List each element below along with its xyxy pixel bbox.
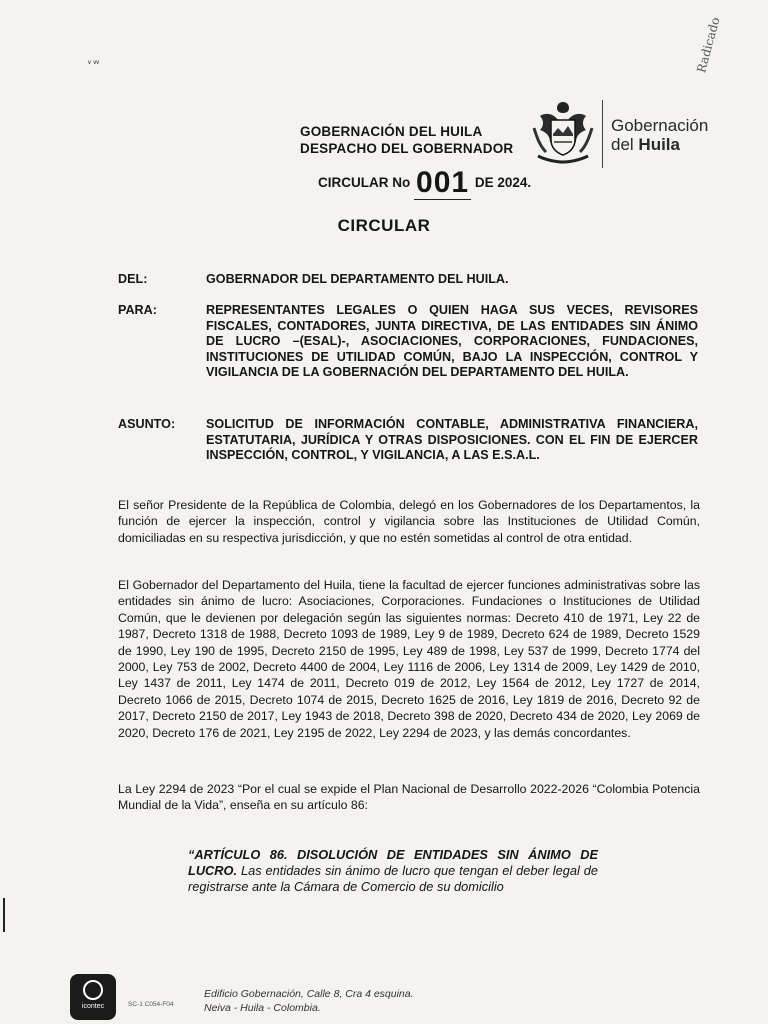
scan-mark: ᵛ ᵛᵛ bbox=[88, 58, 100, 68]
icontec-logo bbox=[70, 974, 116, 1020]
field-del bbox=[118, 272, 698, 288]
para-value: REPRESENTANTES LEGALES O QUIEN HAGA SUS VECES, REVISORES FISCALES, CONTADORES, JUNTA DIRECTIVA, DE LAS ENTIDADES SIN ÁNIMO DE LUCRO –(ESAL)-, ASOCIACIONES, CORPORACIONES, FUNDACIONES, INSTITUCIONES DE UTILIDAD COMÚN, BAJO LA INSPECCIÓN, CONTROL Y VIGILANCIA DE LA GOBERNACIÓN DEL DEPARTAMENTO DEL HUILA. bbox=[206, 303, 698, 379]
icontec-text: icontec bbox=[81, 1003, 105, 1010]
quote-text: Las entidades sin ánimo de lucro que tengan el deber legal de registrarse ante la Cámara de Comercio de su domicilio bbox=[188, 863, 598, 894]
icontec-circle-icon bbox=[83, 980, 103, 1000]
footer-address bbox=[204, 988, 414, 1015]
paragraph-1: El señor Presidente de la República de Colombia, delegó en los Gobernadores de los Departamentos, la función de ejercer la inspección, control y vigilancia sobre las Instituciones de Utilidad Común, domiciliadas en su respectiva jurisdicción, y que no estén sometidas al control de otra entidad. bbox=[118, 498, 700, 545]
circular-number-line bbox=[318, 166, 531, 200]
header-titles bbox=[300, 123, 513, 157]
paragraph-3: La Ley 2294 de 2023 “Por el cual se expide el Plan Nacional de Desarrollo 2022-2026 “Colombia Potencia Mundial de la Vida”, enseña en su artículo 86: bbox=[118, 782, 700, 813]
asunto-value: SOLICITUD DE INFORMACIÓN CONTABLE, ADMINISTRATIVA FINANCIERA, ESTATUTARIA, JURÍDICA Y OTRAS DISPOSICIONES. CON EL FIN DE EJERCER INSPECCIÓN, CONTROL, Y VIGILANCIA, A LAS E.S.A.L. bbox=[206, 417, 698, 462]
article-quote bbox=[188, 847, 598, 895]
del-label: DEL: bbox=[118, 272, 148, 286]
header-divider bbox=[602, 100, 603, 168]
asunto-label: ASUNTO: bbox=[118, 417, 176, 431]
circular-number: 001 bbox=[416, 166, 470, 199]
coat-of-arms-icon bbox=[532, 98, 594, 170]
circular-prefix: CIRCULAR No bbox=[318, 175, 411, 190]
paragraph-2: El Gobernador del Departamento del Huila, tiene la facultad de ejercer funciones administrativas sobre las entidades sin ánimo de lucro: Asociaciones, Corporaciones. Fundaciones o Instituciones de Utilidad Común, que le devienen por delegación según las siguientes normas: Decreto 410 de 1971, Ley 22 de 1987, Decreto 1318 de 1988, Decreto 1093 de 1989, Ley 9 de 1989, Decreto 624 de 1989, Decreto 1529 de 1990, Ley 190 de 1995, Decreto 2150 de 1995, Ley 489 de 1998, Ley 537 de 1999, Decreto 1774 del 2000, Ley 753 de 2002, Decreto 4400 de 2004, Ley 1116 de 2006, Ley 1314 de 2009, Ley 1429 de 2010, Ley 1437 de 2011, Ley 1474 de 2011, Decreto 019 de 2012, Ley 1564 de 2012, Ley 1727 de 2014, Decreto 1066 de 2015, Decreto 1074 de 2015, Decreto 1625 de 2016, Ley 1819 de 2016, Decreto 92 de 2017, Decreto 2150 de 2017, Ley 1943 de 2018, Decreto 398 de 2020, Decreto 434 de 2020, Ley 2069 de 2020, Decreto 176 de 2021, Ley 2195 de 2022, Ley 2294 de 2023, y las demás concordantes. bbox=[118, 578, 700, 740]
form-code: SC-1 C054-F04 bbox=[128, 1001, 174, 1008]
header-line-1: GOBERNACIÓN DEL HUILA bbox=[300, 124, 483, 139]
scan-edge-mark bbox=[3, 898, 5, 932]
brand-line-2: del Huila bbox=[611, 135, 680, 154]
address-line-1: Edificio Gobernación, Calle 8, Cra 4 esquina. bbox=[204, 988, 414, 1000]
del-value: GOBERNADOR DEL DEPARTAMENTO DEL HUILA. bbox=[206, 272, 509, 286]
circular-suffix: DE 2024. bbox=[474, 175, 532, 190]
brand-logo bbox=[611, 116, 708, 154]
quote-heading: “ARTÍCULO 86. DISOLUCIÓN DE ENTIDADES SIN ÁNIMO DE LUCRO. bbox=[188, 847, 598, 878]
address-line-2: Neiva - Huila - Colombia. bbox=[204, 1001, 321, 1014]
handwritten-stamp: Radicado bbox=[694, 15, 723, 75]
field-asunto bbox=[118, 417, 698, 464]
document-title: CIRCULAR bbox=[337, 216, 431, 235]
field-para bbox=[118, 303, 698, 381]
para-label: PARA: bbox=[118, 303, 157, 317]
header-line-2: DESPACHO DEL GOBERNADOR bbox=[300, 141, 514, 156]
brand-line-1: Gobernación bbox=[611, 116, 709, 135]
